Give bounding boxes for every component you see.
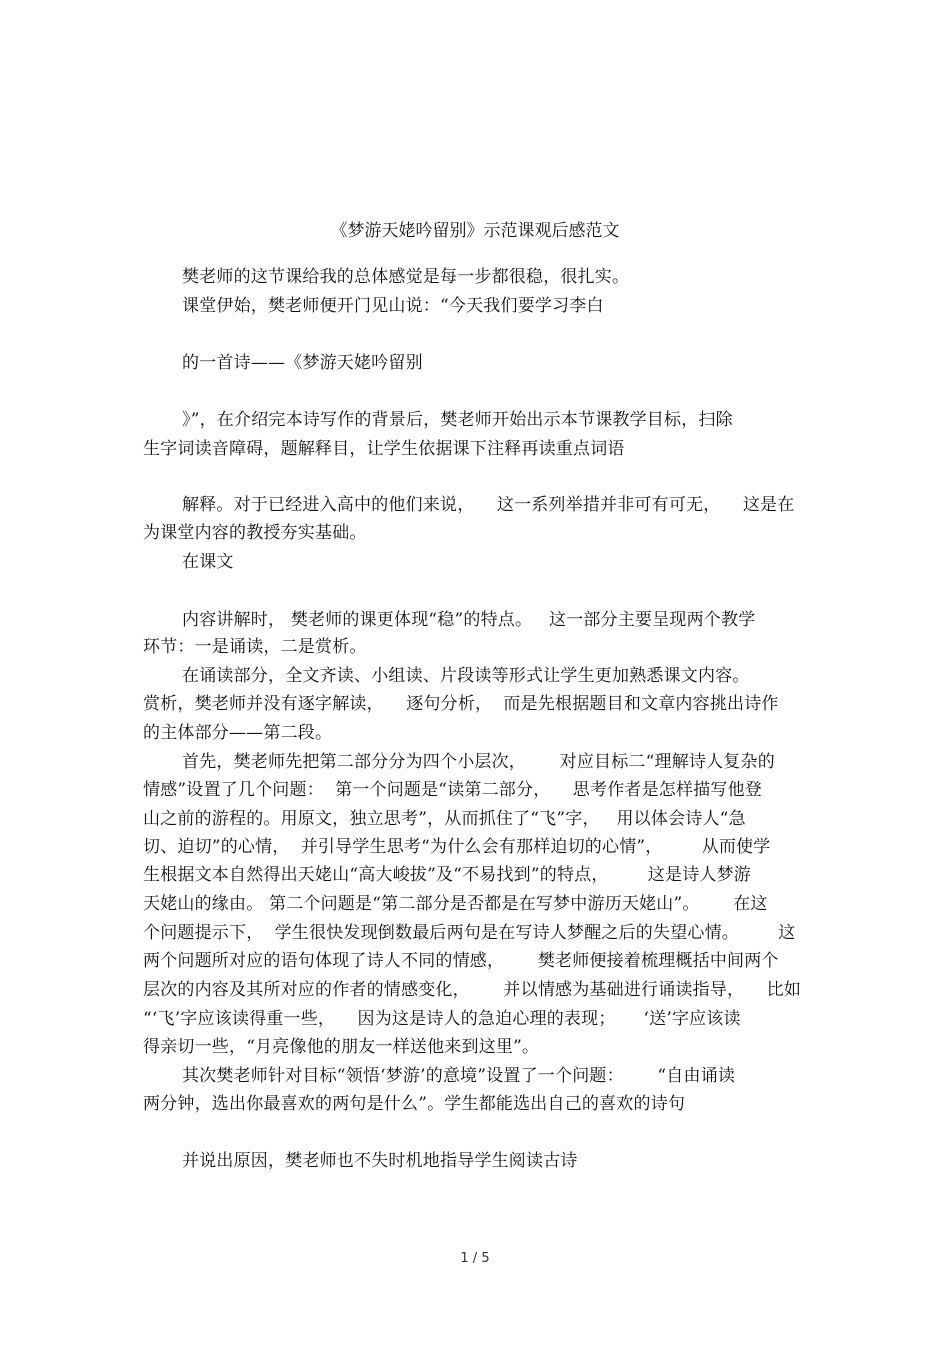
- text-line: “‘飞’字应该读得重一些， 因为这是诗人的急迫心理的表现； ‘送’字应该读: [143, 1009, 741, 1029]
- text-line: 并说出原因，樊老师也不失时机地指导学生阅读古诗: [182, 1151, 578, 1171]
- document-title: 《梦游天姥吟留别》示范课观后感范文: [330, 221, 620, 241]
- text-line: 天姥山的缘由。 第二个问题是“第二部分是否都是在写梦中游历天姥山”。 在这: [143, 894, 768, 914]
- page-number: 1 / 5: [460, 1251, 490, 1266]
- text-line: 》”，在介绍完本诗写作的背景后，樊老师开始出示本节课教学目标，扫除: [182, 410, 733, 430]
- text-line: 的一首诗——《梦游天姥吟留别: [182, 353, 423, 373]
- text-line: 的主体部分——第二段。: [143, 723, 333, 743]
- text-line: 在课文: [182, 552, 234, 572]
- text-line: 两分钟，选出你最喜欢的两句是什么”。学生都能选出自己的喜欢的诗句: [143, 1094, 686, 1114]
- text-line: 切、迫切”的心情， 并引导学生思考“为什么会有那样迫切的心情”， 从而使学: [143, 837, 771, 857]
- text-line: 生根据文本自然得出天姥山“高大峻拔”及“不易找到”的特点， 这是诗人梦游: [143, 865, 751, 885]
- text-line: 两个问题所对应的语句体现了诗人不同的情感， 樊老师便接着梳理概括中间两个: [143, 951, 779, 971]
- text-line: 内容讲解时， 樊老师的课更体现“稳”的特点。 这一部分主要呈现两个教学: [182, 610, 756, 630]
- text-line: 层次的内容及其所对应的作者的情感变化， 并以情感为基础进行诵读指导， 比如: [143, 980, 802, 1000]
- text-line: 解释。对于已经进入高中的他们来说， 这一系列举措并非可有可无， 这是在: [182, 495, 795, 515]
- text-line: 山之前的游程的。用原文，独立思考”，从而抓住了“飞”字， 用以体会诗人“急: [143, 809, 746, 829]
- text-line: 生字词读音障碍，题解释目，让学生依据课下注释再读重点词语: [143, 439, 625, 459]
- text-line: 樊老师的这节课给我的总体感觉是每一步都很稳，很扎实。: [182, 267, 630, 287]
- text-line: 为课堂内容的教授夯实基础。: [143, 523, 367, 543]
- text-line: 在诵读部分，全文齐读、小组读、片段读等形式让学生更加熟悉课文内容。: [182, 666, 750, 686]
- text-line: 首先，樊老师先把第二部分分为四个小层次， 对应目标二“理解诗人复杂的: [182, 752, 775, 772]
- text-line: 课堂伊始，樊老师便开门见山说：“今天我们要学习李白: [182, 296, 604, 316]
- text-line: 情感”设置了几个问题： 第一个问题是“读第二部分， 思考作者是怎样描写他登: [143, 780, 763, 800]
- text-line: 其次樊老师针对目标“领悟‘梦游’的意境”设置了一个问题： “自由诵读: [182, 1066, 736, 1086]
- text-line: 得亲切一些，“月亮像他的朋友一样送他来到这里”。: [143, 1037, 540, 1057]
- text-line: 个问题提示下， 学生很快发现倒数最后两句是在写诗人梦醒之后的失望心情。 这: [143, 923, 796, 943]
- text-line: 赏析，樊老师并没有逐字解读， 逐句分析， 而是先根据题目和文章内容挑出诗作: [143, 694, 779, 714]
- text-line: 环节：一是诵读，二是赏析。: [143, 637, 367, 657]
